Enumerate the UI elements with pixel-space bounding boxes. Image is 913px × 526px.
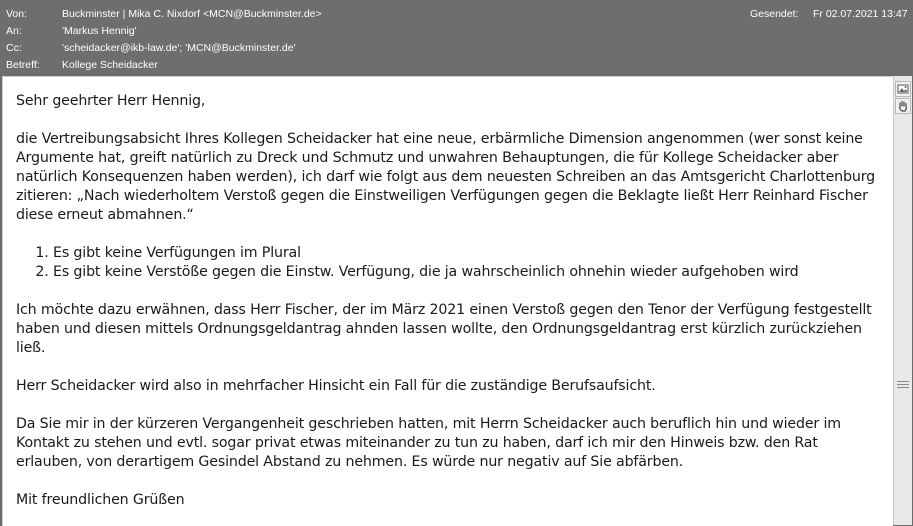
paragraph-2: Ich möchte dazu erwähnen, dass Herr Fischer, der im März 2021 einen Verstoß gegen den Tenor der Verfügung festgestellt haben und diesen mittels Ordnungsgeldantrag ahnden lassen wollte, den Ordnungsgeldantrag erst kürzlich zurückziehen ließ.: [16, 302, 872, 356]
subject-value: Kollege Scheidacker: [62, 59, 158, 71]
message-header: [0, 0, 913, 75]
paragraph-4: Da Sie mir in der kürzeren Vergangenheit geschrieben hatten, mit Herrn Scheidacker auch beruflich hin und wieder im Kontakt zu stehen und evtl. sogar privat etwas miteinander zu tun zu haben, darf ich mir den Hinweis bzw. den Rat erlauben, von derartigem Gesindel Abstand zu nehmen. Es würde nur negativ auf Sie abfärben.: [16, 416, 841, 470]
sent-value: Fr 02.07.2021 13:47: [813, 8, 908, 20]
message-body[interactable]: [2, 76, 893, 526]
header-row-subject: [0, 57, 913, 74]
header-row-cc: [0, 40, 913, 57]
to-label: An:: [6, 25, 22, 37]
cc-value[interactable]: 'scheidacker@ikb-law.de'; 'MCN@Buckminster.de': [62, 42, 296, 54]
paragraph-3: Herr Scheidacker wird also in mehrfacher Hinsicht ein Fall für die zuständige Berufsaufsicht.: [16, 378, 656, 394]
to-value[interactable]: 'Markus Hennig': [62, 25, 137, 37]
header-row-to: [0, 23, 913, 40]
numbered-list: [16, 244, 886, 282]
from-value[interactable]: Buckminster | Mika C. Nixdorf <MCN@Buckminster.de>: [62, 8, 322, 20]
scrollbar-thumb-grip[interactable]: [897, 381, 909, 389]
message-text: [16, 92, 886, 526]
header-row-from: [0, 6, 913, 23]
vertical-scrollbar[interactable]: [893, 76, 912, 525]
paragraph-1: die Vertreibungsabsicht Ihres Kollegen Scheidacker hat eine neue, erbärmliche Dimension angenommen (wer sonst keine Argumente hat, greift natürlich zu Dreck und Schmutz und unwahren Behauptungen, die für Kollege Scheidacker aber natürlich Konsequenzen haben werden), ich darf wie folgt aus dem neuesten Schreiben an das Amtsgericht Charlottenburg zitieren: „Nach wiederholtem Verstoß gegen die Einstweiligen Verfügungen gegen die Beklagte ließt Herr Reinhard Fischer diese erneut abmahnen.“: [16, 131, 876, 223]
sent-label: Gesendet:: [750, 8, 799, 20]
from-label: Von:: [6, 8, 28, 20]
picture-blocked-icon[interactable]: [895, 81, 911, 97]
cc-label: Cc:: [6, 42, 22, 54]
greeting: Sehr geehrter Herr Hennig,: [16, 93, 206, 109]
closing: Mit freundlichen Grüßen: [16, 492, 185, 508]
list-item: 1. Es gibt keine Verfügungen im Plural: [53, 244, 886, 263]
list-item: 2. Es gibt keine Verstöße gegen die Einstw. Verfügung, die ja wahrscheinlich ohnehin wieder aufgehoben wird: [53, 263, 886, 282]
subject-label: Betreff:: [6, 59, 40, 71]
hand-icon[interactable]: [895, 98, 911, 114]
